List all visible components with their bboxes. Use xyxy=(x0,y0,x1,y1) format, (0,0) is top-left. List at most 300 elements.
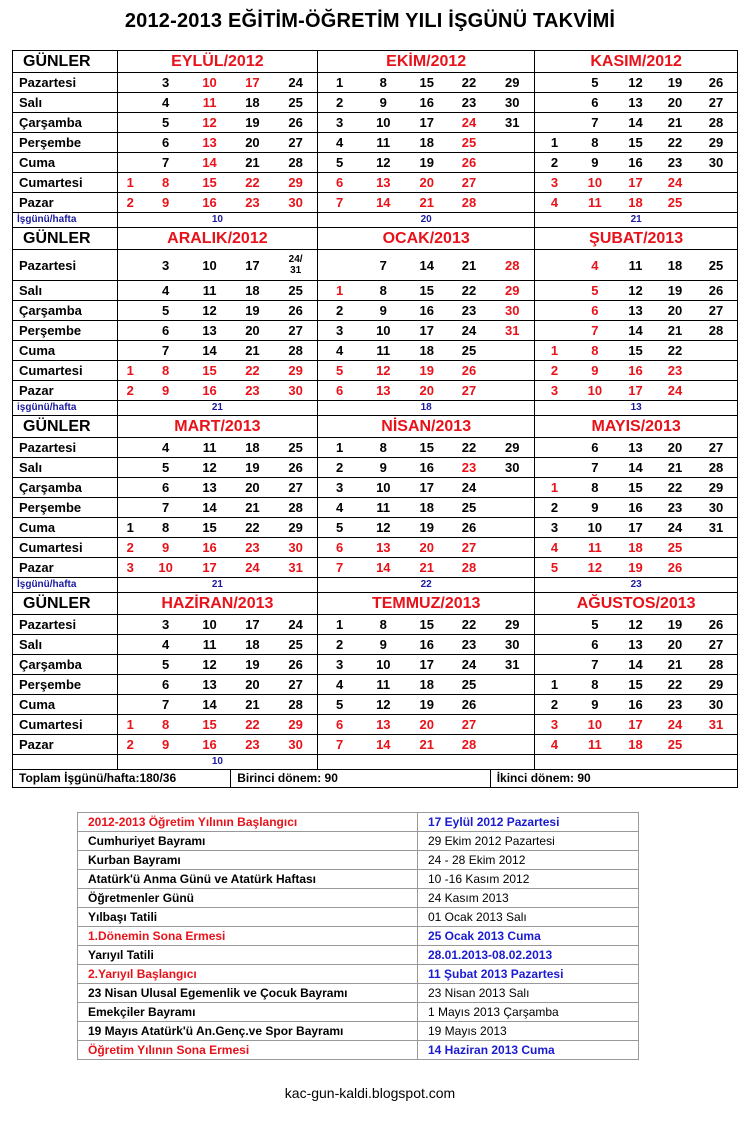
day-cell: 4 xyxy=(535,538,574,558)
day-cell: 29 xyxy=(274,715,317,735)
day-cell: 2 xyxy=(535,695,574,715)
workdays-label: İşgünü/hafta xyxy=(13,578,118,593)
day-cell: 28 xyxy=(448,193,490,213)
day-cell: 11 xyxy=(361,498,406,518)
day-cell xyxy=(490,695,535,715)
day-cell: 19 xyxy=(406,518,448,538)
day-cell: 5 xyxy=(143,458,189,478)
day-cell: 11 xyxy=(188,281,230,301)
day-cell: 4 xyxy=(318,341,361,361)
day-cell: 10 xyxy=(361,478,406,498)
event-date: 28.01.2013-08.02.2013 xyxy=(418,946,639,965)
day-cell: 13 xyxy=(361,538,406,558)
day-cell: 28 xyxy=(274,498,317,518)
month-title: MART/2013 xyxy=(117,416,317,438)
day-cell: 8 xyxy=(143,361,189,381)
day-cell: 25 xyxy=(448,341,490,361)
day-row xyxy=(13,735,738,755)
day-cell: 14 xyxy=(361,558,406,578)
day-cell xyxy=(695,381,737,401)
day-cell: 8 xyxy=(143,715,189,735)
day-cell: 11 xyxy=(574,735,616,755)
day-cell: 1 xyxy=(318,73,361,93)
day-cell: 21 xyxy=(231,695,274,715)
day-cell: 1 xyxy=(117,361,143,381)
day-cell xyxy=(117,281,143,301)
day-cell: 10 xyxy=(574,518,616,538)
day-cell: 24 xyxy=(448,113,490,133)
day-cell: 16 xyxy=(616,498,655,518)
month-title: ŞUBAT/2013 xyxy=(535,228,738,250)
day-cell: 19 xyxy=(655,281,695,301)
event-date: 29 Ekim 2012 Pazartesi xyxy=(418,832,639,851)
day-cell: 7 xyxy=(574,458,616,478)
event-name: Kurban Bayramı xyxy=(78,851,418,870)
day-cell: 13 xyxy=(361,381,406,401)
workdays-count xyxy=(535,755,738,770)
day-cell: 20 xyxy=(231,321,274,341)
day-cell xyxy=(117,695,143,715)
day-cell: 29 xyxy=(490,281,535,301)
day-cell: 15 xyxy=(406,73,448,93)
day-row xyxy=(13,321,738,341)
day-cell: 3 xyxy=(318,655,361,675)
day-cell: 10 xyxy=(574,173,616,193)
day-cell: 17 xyxy=(616,173,655,193)
day-cell: 4 xyxy=(143,281,189,301)
day-cell: 7 xyxy=(361,250,406,281)
day-cell: 5 xyxy=(143,301,189,321)
day-cell: 28 xyxy=(448,558,490,578)
day-cell: 19 xyxy=(655,615,695,635)
day-cell: 20 xyxy=(655,301,695,321)
day-cell: 28 xyxy=(695,321,737,341)
day-name: Perşembe xyxy=(13,133,118,153)
day-row xyxy=(13,281,738,301)
day-cell: 2 xyxy=(117,193,143,213)
day-cell xyxy=(695,193,737,213)
day-cell: 13 xyxy=(361,715,406,735)
day-cell: 18 xyxy=(406,133,448,153)
day-cell: 27 xyxy=(274,675,317,695)
day-cell: 19 xyxy=(655,73,695,93)
day-cell: 29 xyxy=(274,173,317,193)
day-cell: 24 xyxy=(655,518,695,538)
day-cell: 9 xyxy=(574,498,616,518)
day-cell: 31 xyxy=(490,655,535,675)
days-header: GÜNLER xyxy=(13,51,118,73)
day-name: Pazar xyxy=(13,735,118,755)
day-cell xyxy=(117,133,143,153)
day-cell: 6 xyxy=(143,321,189,341)
day-cell: 10 xyxy=(361,113,406,133)
day-row xyxy=(13,193,738,213)
day-cell: 8 xyxy=(574,478,616,498)
day-cell: 17 xyxy=(231,73,274,93)
day-cell xyxy=(490,478,535,498)
day-cell: 21 xyxy=(406,735,448,755)
day-cell: 11 xyxy=(188,438,230,458)
day-cell xyxy=(695,361,737,381)
day-cell: 23 xyxy=(231,538,274,558)
day-cell: 12 xyxy=(361,153,406,173)
day-cell xyxy=(117,153,143,173)
event-date: 24 Kasım 2013 xyxy=(418,889,639,908)
day-cell: 30 xyxy=(695,695,737,715)
day-cell: 23 xyxy=(655,153,695,173)
day-cell: 23 xyxy=(448,635,490,655)
day-row xyxy=(13,715,738,735)
day-cell: 1 xyxy=(318,438,361,458)
day-cell: 6 xyxy=(143,478,189,498)
day-cell: 20 xyxy=(231,478,274,498)
day-cell: 9 xyxy=(143,381,189,401)
day-cell: 4 xyxy=(318,498,361,518)
event-name: 23 Nisan Ulusal Egemenlik ve Çocuk Bayramı xyxy=(78,984,418,1003)
day-cell: 27 xyxy=(695,93,737,113)
event-name: Öğretim Yılının Sona Ermesi xyxy=(78,1041,418,1060)
day-cell: 22 xyxy=(655,341,695,361)
day-name: Çarşamba xyxy=(13,655,118,675)
workdays-count: 18 xyxy=(318,401,535,416)
days-header: GÜNLER xyxy=(13,416,118,438)
day-name: Cumartesi xyxy=(13,715,118,735)
day-cell: 15 xyxy=(406,615,448,635)
day-cell: 9 xyxy=(143,193,189,213)
month-title: EYLÜL/2012 xyxy=(117,51,317,73)
day-cell: 6 xyxy=(574,438,616,458)
day-cell: 24 xyxy=(655,173,695,193)
day-cell: 10 xyxy=(361,655,406,675)
day-name: Çarşamba xyxy=(13,301,118,321)
day-row xyxy=(13,438,738,458)
workdays-row xyxy=(13,578,738,593)
day-cell: 14 xyxy=(188,153,230,173)
day-cell: 9 xyxy=(361,301,406,321)
footer-url[interactable]: kac-gun-kaldi.blogspot.com xyxy=(284,1085,456,1101)
day-cell: 3 xyxy=(318,113,361,133)
day-cell xyxy=(695,558,737,578)
event-date: 11 Şubat 2013 Pazartesi xyxy=(418,965,639,984)
day-cell xyxy=(117,438,143,458)
day-cell: 21 xyxy=(231,341,274,361)
day-row xyxy=(13,250,738,281)
day-cell: 9 xyxy=(574,695,616,715)
day-cell: 17 xyxy=(188,558,230,578)
day-cell: 13 xyxy=(616,301,655,321)
day-row xyxy=(13,518,738,538)
day-cell xyxy=(490,173,535,193)
month-title: NİSAN/2013 xyxy=(318,416,535,438)
day-cell: 7 xyxy=(318,558,361,578)
workdays-label: İşgünü/hafta xyxy=(13,213,118,228)
day-cell: 20 xyxy=(406,381,448,401)
calendar-table xyxy=(12,50,738,788)
day-cell xyxy=(117,301,143,321)
day-cell: 1 xyxy=(535,341,574,361)
day-cell: 22 xyxy=(448,615,490,635)
day-cell: 28 xyxy=(274,153,317,173)
first-term-total: Birinci dönem: 90 xyxy=(231,770,490,788)
event-date: 25 Ocak 2013 Cuma xyxy=(418,927,639,946)
day-name: Pazar xyxy=(13,193,118,213)
day-cell: 4 xyxy=(535,193,574,213)
day-cell: 17 xyxy=(231,250,274,281)
day-cell: 14 xyxy=(361,735,406,755)
day-cell: 21 xyxy=(448,250,490,281)
day-row xyxy=(13,558,738,578)
day-cell: 6 xyxy=(574,93,616,113)
day-cell: 22 xyxy=(448,73,490,93)
day-name: Perşembe xyxy=(13,498,118,518)
event-date: 10 -16 Kasım 2012 xyxy=(418,870,639,889)
day-cell: 26 xyxy=(695,73,737,93)
day-row xyxy=(13,73,738,93)
day-cell xyxy=(117,321,143,341)
day-cell: 5 xyxy=(574,281,616,301)
day-cell: 2 xyxy=(318,301,361,321)
events-table xyxy=(77,812,639,1060)
day-cell: 15 xyxy=(406,281,448,301)
day-cell: 2 xyxy=(117,735,143,755)
day-cell xyxy=(490,675,535,695)
day-cell xyxy=(117,635,143,655)
day-cell: 30 xyxy=(274,735,317,755)
day-cell: 9 xyxy=(143,735,189,755)
day-cell: 14 xyxy=(188,498,230,518)
day-row xyxy=(13,538,738,558)
day-cell: 25 xyxy=(274,438,317,458)
day-cell: 30 xyxy=(490,93,535,113)
day-cell: 19 xyxy=(231,458,274,478)
event-name: 2012-2013 Öğretim Yılının Başlangıcı xyxy=(78,813,418,832)
day-row xyxy=(13,173,738,193)
event-row xyxy=(78,889,639,908)
day-cell: 29 xyxy=(274,518,317,538)
day-cell: 27 xyxy=(274,478,317,498)
day-cell: 4 xyxy=(143,635,189,655)
day-cell: 23 xyxy=(448,458,490,478)
day-cell xyxy=(535,635,574,655)
day-cell: 7 xyxy=(318,193,361,213)
day-cell: 10 xyxy=(188,73,230,93)
day-cell: 21 xyxy=(655,655,695,675)
day-cell: 5 xyxy=(535,558,574,578)
event-date: 14 Haziran 2013 Cuma xyxy=(418,1041,639,1060)
event-name: Cumhuriyet Bayramı xyxy=(78,832,418,851)
day-cell: 14 xyxy=(616,113,655,133)
day-cell: 9 xyxy=(361,635,406,655)
day-cell: 6 xyxy=(318,538,361,558)
event-name: Emekçiler Bayramı xyxy=(78,1003,418,1022)
event-row xyxy=(78,1041,639,1060)
day-cell: 9 xyxy=(574,361,616,381)
day-cell: 31 xyxy=(695,518,737,538)
workdays-label: işgünü/hafta xyxy=(13,401,118,416)
day-cell: 30 xyxy=(274,381,317,401)
day-cell: 16 xyxy=(406,301,448,321)
day-cell: 6 xyxy=(318,173,361,193)
day-cell: 12 xyxy=(574,558,616,578)
day-cell xyxy=(535,458,574,478)
day-cell: 16 xyxy=(406,458,448,478)
month-title: AĞUSTOS/2013 xyxy=(535,593,738,615)
day-cell: 14 xyxy=(616,321,655,341)
day-cell xyxy=(490,498,535,518)
workdays-count: 10 xyxy=(117,213,317,228)
day-cell: 15 xyxy=(616,478,655,498)
day-cell: 16 xyxy=(188,381,230,401)
day-cell xyxy=(535,321,574,341)
day-cell xyxy=(117,478,143,498)
day-cell: 30 xyxy=(274,538,317,558)
day-cell: 11 xyxy=(188,635,230,655)
day-name: Cuma xyxy=(13,518,118,538)
month-header-row xyxy=(13,51,738,73)
day-cell: 23 xyxy=(655,361,695,381)
workdays-count: 21 xyxy=(535,213,738,228)
day-cell: 15 xyxy=(616,133,655,153)
day-name: Perşembe xyxy=(13,675,118,695)
day-cell xyxy=(117,113,143,133)
day-cell: 31 xyxy=(490,113,535,133)
day-cell: 27 xyxy=(448,173,490,193)
event-date: 1 Mayıs 2013 Çarşamba xyxy=(418,1003,639,1022)
page-title: 2012-2013 EĞİTİM-ÖĞRETİM YILI İŞGÜNÜ TAKVİMİ xyxy=(124,10,616,32)
day-cell: 2 xyxy=(535,153,574,173)
day-cell: 12 xyxy=(188,458,230,478)
day-cell: 7 xyxy=(574,113,616,133)
day-name: Pazartesi xyxy=(13,615,118,635)
day-row xyxy=(13,341,738,361)
day-name: Pazar xyxy=(13,558,118,578)
day-cell xyxy=(490,153,535,173)
day-cell xyxy=(117,615,143,635)
day-cell: 27 xyxy=(695,635,737,655)
day-cell: 5 xyxy=(318,153,361,173)
day-name: Salı xyxy=(13,635,118,655)
day-cell: 1 xyxy=(117,173,143,193)
day-cell: 27 xyxy=(448,381,490,401)
day-cell xyxy=(490,361,535,381)
month-title: TEMMUZ/2013 xyxy=(318,593,535,615)
day-cell: 18 xyxy=(231,93,274,113)
day-cell xyxy=(490,538,535,558)
day-cell: 29 xyxy=(274,361,317,381)
workdays-count: 21 xyxy=(117,578,317,593)
day-cell: 5 xyxy=(143,655,189,675)
day-cell: 5 xyxy=(318,518,361,538)
workdays-count: 10 xyxy=(117,755,317,770)
day-cell: 27 xyxy=(695,438,737,458)
day-cell: 3 xyxy=(143,250,189,281)
day-cell xyxy=(535,281,574,301)
day-cell: 1 xyxy=(117,518,143,538)
day-cell xyxy=(490,341,535,361)
day-cell: 24 xyxy=(655,381,695,401)
day-cell: 19 xyxy=(406,695,448,715)
day-cell: 19 xyxy=(231,113,274,133)
day-cell xyxy=(535,301,574,321)
workdays-count: 23 xyxy=(535,578,738,593)
day-cell: 25 xyxy=(655,193,695,213)
month-title: MAYIS/2013 xyxy=(535,416,738,438)
day-cell: 15 xyxy=(188,173,230,193)
day-cell: 31 xyxy=(490,321,535,341)
day-cell: 22 xyxy=(231,715,274,735)
day-cell: 3 xyxy=(318,478,361,498)
event-name: Yılbaşı Tatili xyxy=(78,908,418,927)
day-cell: 18 xyxy=(231,635,274,655)
day-cell: 7 xyxy=(574,655,616,675)
day-cell: 18 xyxy=(406,675,448,695)
day-cell: 28 xyxy=(448,735,490,755)
day-cell xyxy=(490,381,535,401)
month-header-row xyxy=(13,228,738,250)
day-cell: 16 xyxy=(616,361,655,381)
day-name: Pazartesi xyxy=(13,250,118,281)
day-row xyxy=(13,93,738,113)
day-cell: 8 xyxy=(143,518,189,538)
workdays-count: 13 xyxy=(535,401,738,416)
day-cell: 8 xyxy=(361,281,406,301)
day-cell: 19 xyxy=(616,558,655,578)
month-title: ARALIK/2012 xyxy=(117,228,317,250)
day-cell: 17 xyxy=(616,381,655,401)
day-cell: 6 xyxy=(143,133,189,153)
day-cell: 4 xyxy=(535,735,574,755)
day-cell: 2 xyxy=(318,93,361,113)
day-cell: 7 xyxy=(143,695,189,715)
day-cell: 30 xyxy=(695,498,737,518)
day-cell: 8 xyxy=(574,675,616,695)
day-name: Salı xyxy=(13,93,118,113)
day-cell: 26 xyxy=(695,615,737,635)
day-cell xyxy=(490,193,535,213)
day-row xyxy=(13,113,738,133)
day-cell: 29 xyxy=(490,615,535,635)
day-row xyxy=(13,361,738,381)
day-cell: 19 xyxy=(231,301,274,321)
totals-row xyxy=(13,770,738,788)
day-cell: 2 xyxy=(535,498,574,518)
day-cell: 1 xyxy=(117,715,143,735)
day-cell: 12 xyxy=(361,518,406,538)
day-cell: 25 xyxy=(448,133,490,153)
day-cell: 28 xyxy=(695,655,737,675)
day-cell xyxy=(535,655,574,675)
day-cell: 6 xyxy=(574,301,616,321)
day-cell: 18 xyxy=(616,538,655,558)
day-cell: 13 xyxy=(188,133,230,153)
day-cell: 22 xyxy=(655,133,695,153)
day-name: Cumartesi xyxy=(13,361,118,381)
day-cell: 18 xyxy=(616,735,655,755)
day-cell: 26 xyxy=(274,301,317,321)
day-cell: 18 xyxy=(231,281,274,301)
day-cell: 24 xyxy=(231,558,274,578)
day-cell: 18 xyxy=(406,341,448,361)
day-cell xyxy=(535,438,574,458)
day-cell: 10 xyxy=(361,321,406,341)
day-cell: 16 xyxy=(406,93,448,113)
day-cell: 20 xyxy=(406,173,448,193)
event-row xyxy=(78,984,639,1003)
day-cell: 23 xyxy=(655,695,695,715)
day-cell: 11 xyxy=(574,538,616,558)
day-cell: 29 xyxy=(490,438,535,458)
day-cell: 24 xyxy=(448,478,490,498)
